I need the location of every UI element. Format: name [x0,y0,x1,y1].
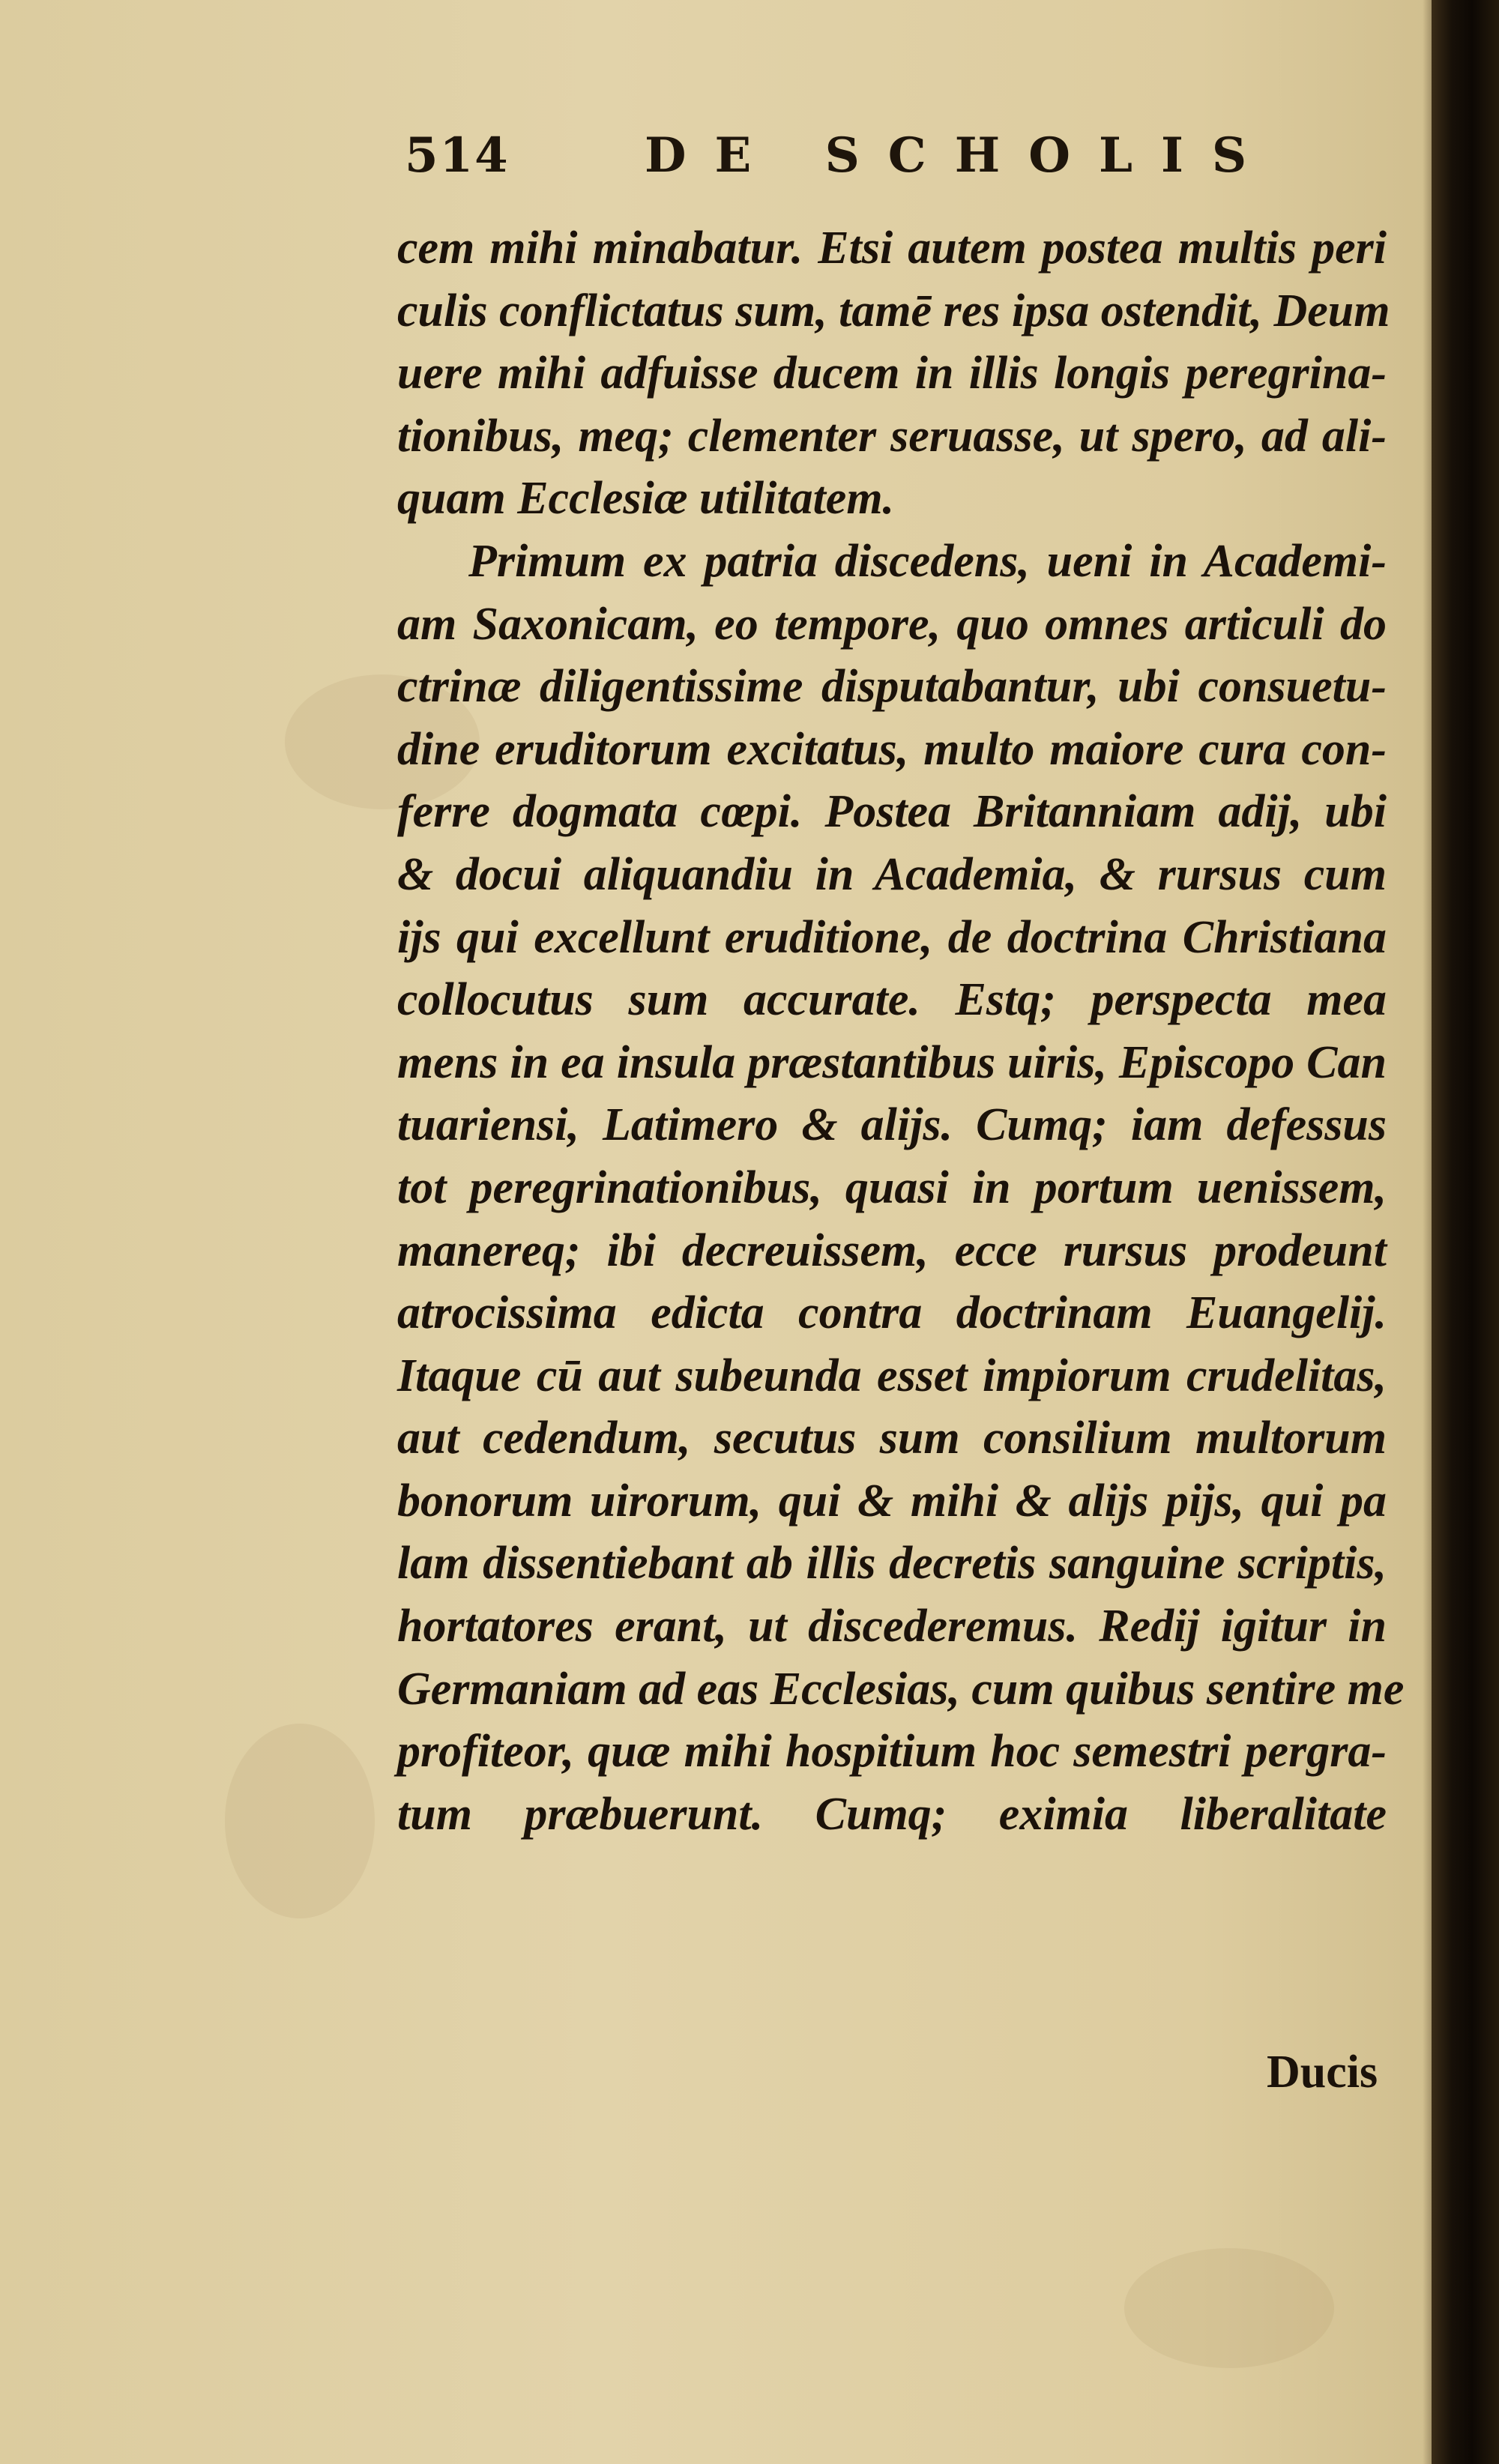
book-spine [1432,0,1499,2464]
text-line: profiteor, quæ mihi hospitium hoc semestri pergra- [397,1726,1387,1778]
paper-stain [225,1724,375,1918]
text-line: tionibus, meq; clementer seruasse, ut spero, ad ali- [397,410,1387,462]
text-line: aut cedendum, secutus sum consilium multorum [397,1413,1387,1464]
paper-stain [1124,2248,1334,2368]
text-line: tuariensi, Latimero & alijs. Cumq; iam defessus [397,1099,1387,1151]
text-line: manereq; ibi decreuissem, ecce rursus prodeunt [397,1225,1387,1276]
text-line: ijs qui excellunt eruditione, de doctrina Christiana [397,911,1387,963]
text-line: quam Ecclesiæ utilitatem. [397,473,895,525]
text-line: atrocissima edicta contra doctrinam Euangelij. [397,1287,1387,1339]
text-line: dine eruditorum excitatus, multo maiore cura con- [397,723,1387,775]
text-line: bonorum uirorum, qui & mihi & alijs pijs, qui pa [397,1475,1387,1527]
text-line: mens in ea insula præstantibus uiris, Episcopo Can [397,1036,1387,1088]
text-line: Itaque cū aut subeunda esset impiorum crudelitas, [397,1350,1387,1401]
text-line: tum præbuerunt. Cumq; eximia liberalitate [397,1788,1387,1840]
text-line: & docui aliquandiu in Academia, & rursus cum [397,848,1387,900]
body-text [397,217,1405,1846]
text-line: uere mihi adfuisse ducem in illis longis peregrina- [397,348,1387,399]
text-line: lam dissentiebant ab illis decretis sanguine scriptis, [397,1538,1387,1589]
page-header [405,127,1372,195]
text-line: Germaniam ad eas Ecclesias, cum quibus sentire me [397,1663,1405,1715]
running-head: DE SCHOLIS [645,127,1276,184]
text-line: ctrinæ diligentissime disputabantur, ubi consuetu- [397,661,1387,713]
text-line: tot peregrinationibus, quasi in portum uenissem, [397,1162,1387,1213]
catchword: Ducis [1267,2047,1378,2098]
text-line: culis conflictatus sum, tamē res ipsa ostendit, Deum [397,285,1390,336]
text-line: am Saxonicam, eo tempore, quo omnes articuli do [397,598,1387,650]
text-line: hortatores erant, ut discederemus. Redij igitur in [397,1601,1387,1652]
page-number: 514 [405,127,510,184]
text-line: collocutus sum accurate. Estq; perspecta mea [397,974,1387,1026]
text-line: ferre dogmata cœpi. Postea Britanniam adij, ubi [397,786,1387,838]
text-line: cem mihi minabatur. Etsi autem postea multis peri [397,223,1387,274]
text-line: Primum ex patria discedens, ueni in Academi- [468,535,1387,587]
